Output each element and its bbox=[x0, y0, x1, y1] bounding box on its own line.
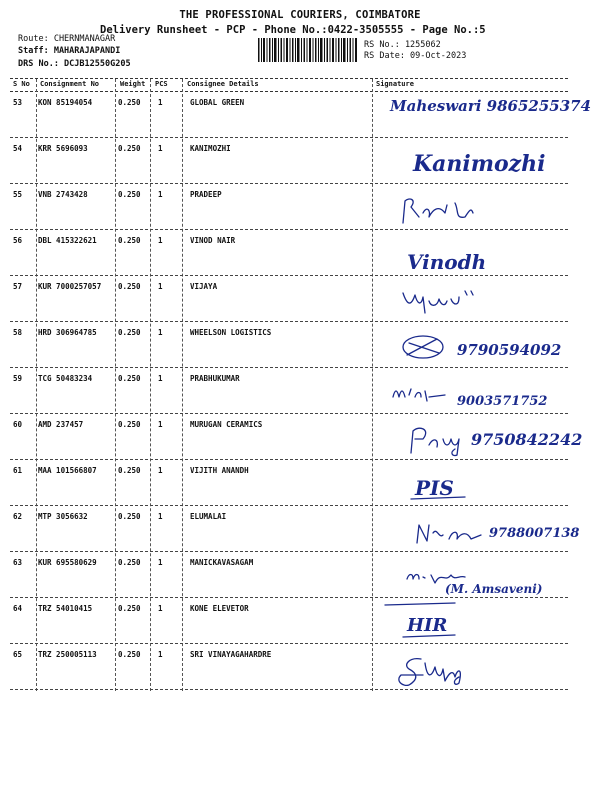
row-sno: 61 bbox=[13, 466, 23, 475]
row-consignee: VIJAYA bbox=[190, 282, 218, 291]
rs-date: RS Date: 09-Oct-2023 bbox=[364, 51, 467, 61]
row-consignee: GLOBAL GREEN bbox=[190, 98, 245, 107]
row-consignee: PRADEEP bbox=[190, 190, 222, 199]
svg-text:HIR: HIR bbox=[407, 615, 448, 636]
row-consignee: MANICKAVASAGAM bbox=[190, 558, 254, 567]
row-sno: 57 bbox=[13, 282, 23, 291]
row-pcs: 1 bbox=[158, 236, 163, 245]
row-consignee: KONE ELEVETOR bbox=[190, 604, 249, 613]
svg-text:9750842242: 9750842242 bbox=[471, 430, 583, 449]
row-sno: 55 bbox=[13, 190, 23, 199]
row-sno: 59 bbox=[13, 374, 23, 383]
row-consignment: TRZ 54010415 bbox=[38, 604, 93, 613]
table-row bbox=[10, 183, 568, 230]
row-pcs: 1 bbox=[158, 604, 163, 613]
table-row bbox=[10, 275, 568, 322]
svg-text:9788007138: 9788007138 bbox=[489, 526, 580, 541]
row-weight: 0.250 bbox=[118, 420, 141, 429]
signature-scribble bbox=[385, 371, 575, 411]
row-weight: 0.250 bbox=[118, 650, 141, 659]
row-sno: 63 bbox=[13, 558, 23, 567]
signature-scribble bbox=[385, 95, 592, 135]
table-row bbox=[10, 367, 568, 414]
rs-number: RS No.: 1255062 bbox=[364, 40, 441, 50]
row-consignment: KUR 7000257057 bbox=[38, 282, 102, 291]
row-pcs: 1 bbox=[158, 282, 163, 291]
row-pcs: 1 bbox=[158, 190, 163, 199]
row-sno: 58 bbox=[13, 328, 23, 337]
row-consignee: ELUMALAI bbox=[190, 512, 227, 521]
row-consignment: KON 85194054 bbox=[38, 98, 93, 107]
signature-scribble bbox=[385, 141, 575, 181]
row-consignment: MTP 3056632 bbox=[38, 512, 88, 521]
row-consignee: VIJITH ANANDH bbox=[190, 466, 249, 475]
row-sno: 60 bbox=[13, 420, 23, 429]
company-title: THE PROFESSIONAL COURIERS, COIMBATORE bbox=[179, 9, 421, 21]
row-consignee: MURUGAN CERAMICS bbox=[190, 420, 263, 429]
col-pcs: PCS bbox=[155, 80, 168, 88]
row-weight: 0.250 bbox=[118, 558, 141, 567]
col-signature: Signature bbox=[376, 80, 414, 88]
svg-text:9790594092: 9790594092 bbox=[457, 341, 562, 359]
table-row bbox=[10, 91, 592, 138]
row-consignment: TRZ 250005113 bbox=[38, 650, 97, 659]
table-row bbox=[10, 505, 580, 552]
row-weight: 0.250 bbox=[118, 374, 141, 383]
col-sno: S No bbox=[13, 80, 30, 88]
row-weight: 0.250 bbox=[118, 328, 141, 337]
row-weight: 0.250 bbox=[118, 466, 141, 475]
table-row bbox=[10, 321, 568, 368]
row-consignment: VNB 2743428 bbox=[38, 190, 88, 199]
row-weight: 0.250 bbox=[118, 236, 141, 245]
runsheet-title: Delivery Runsheet - PCP - Phone No.:0422-3505555 - Page No.:5 bbox=[100, 24, 486, 36]
row-consignee: KANIMOZHI bbox=[190, 144, 231, 153]
table-row bbox=[10, 597, 568, 644]
row-pcs: 1 bbox=[158, 98, 163, 107]
table-row bbox=[10, 229, 568, 276]
col-consignment: Consignment No bbox=[40, 80, 100, 88]
signature-scribble bbox=[385, 417, 583, 457]
row-sno: 53 bbox=[13, 98, 23, 107]
table-row bbox=[10, 643, 568, 690]
row-sno: 62 bbox=[13, 512, 23, 521]
row-pcs: 1 bbox=[158, 650, 163, 659]
table-row bbox=[10, 459, 568, 506]
row-consignment: HRD 306964785 bbox=[38, 328, 97, 337]
row-pcs: 1 bbox=[158, 328, 163, 337]
row-weight: 0.250 bbox=[118, 512, 141, 521]
svg-text:Maheswari 9865255374: Maheswari 9865255374 bbox=[390, 97, 592, 115]
row-pcs: 1 bbox=[158, 144, 163, 153]
barcode bbox=[258, 38, 358, 62]
table-row bbox=[10, 137, 568, 184]
row-weight: 0.250 bbox=[118, 190, 141, 199]
table-row bbox=[10, 551, 568, 598]
row-sno: 54 bbox=[13, 144, 23, 153]
svg-text:9003571752: 9003571752 bbox=[457, 394, 548, 409]
row-consignee: VINOD NAIR bbox=[190, 236, 236, 245]
row-weight: 0.250 bbox=[118, 98, 141, 107]
row-sno: 65 bbox=[13, 650, 23, 659]
svg-text:Vinodh: Vinodh bbox=[407, 250, 487, 274]
row-consignee: SRI VINAYAGAHARDRE bbox=[190, 650, 272, 659]
row-pcs: 1 bbox=[158, 466, 163, 475]
row-sno: 64 bbox=[13, 604, 23, 613]
svg-text:Kanimozhi: Kanimozhi bbox=[413, 151, 546, 177]
signature-scribble bbox=[385, 187, 575, 227]
row-sno: 56 bbox=[13, 236, 23, 245]
signature-scribble bbox=[385, 279, 575, 319]
row-weight: 0.250 bbox=[118, 604, 141, 613]
row-pcs: 1 bbox=[158, 420, 163, 429]
svg-text:PIS: PIS bbox=[415, 476, 454, 500]
row-pcs: 1 bbox=[158, 558, 163, 567]
col-weight: Weight bbox=[120, 80, 146, 88]
row-consignee: PRABHUKUMAR bbox=[190, 374, 240, 383]
table-header bbox=[10, 78, 568, 92]
signature-scribble bbox=[385, 463, 575, 503]
signature-scribble bbox=[385, 325, 575, 365]
row-consignment: KRR 5696093 bbox=[38, 144, 88, 153]
col-consignee: Consignee Details bbox=[187, 80, 259, 88]
row-pcs: 1 bbox=[158, 374, 163, 383]
route-label: Route: CHERNMANAGAR bbox=[18, 34, 116, 44]
row-weight: 0.250 bbox=[118, 144, 141, 153]
row-consignment: DBL 415322621 bbox=[38, 236, 97, 245]
staff-label: Staff: MAHARAJAPANDI bbox=[18, 46, 121, 56]
row-consignment: AMD 237457 bbox=[38, 420, 84, 429]
row-consignment: MAA 101566807 bbox=[38, 466, 97, 475]
drs-number: DRS No.: DCJB12550G205 bbox=[18, 59, 131, 69]
signature-scribble bbox=[385, 509, 580, 549]
signature-scribble bbox=[385, 647, 575, 687]
row-consignee: WHEELSON LOGISTICS bbox=[190, 328, 272, 337]
svg-text:(M. Amsaveni): (M. Amsaveni) bbox=[445, 582, 543, 596]
signature-scribble bbox=[385, 555, 575, 595]
row-pcs: 1 bbox=[158, 512, 163, 521]
table-row bbox=[10, 413, 583, 460]
row-consignment: TCG 50483234 bbox=[38, 374, 93, 383]
row-consignment: KUR 695580629 bbox=[38, 558, 97, 567]
row-weight: 0.250 bbox=[118, 282, 141, 291]
signature-scribble bbox=[385, 601, 575, 641]
signature-scribble bbox=[385, 233, 575, 273]
